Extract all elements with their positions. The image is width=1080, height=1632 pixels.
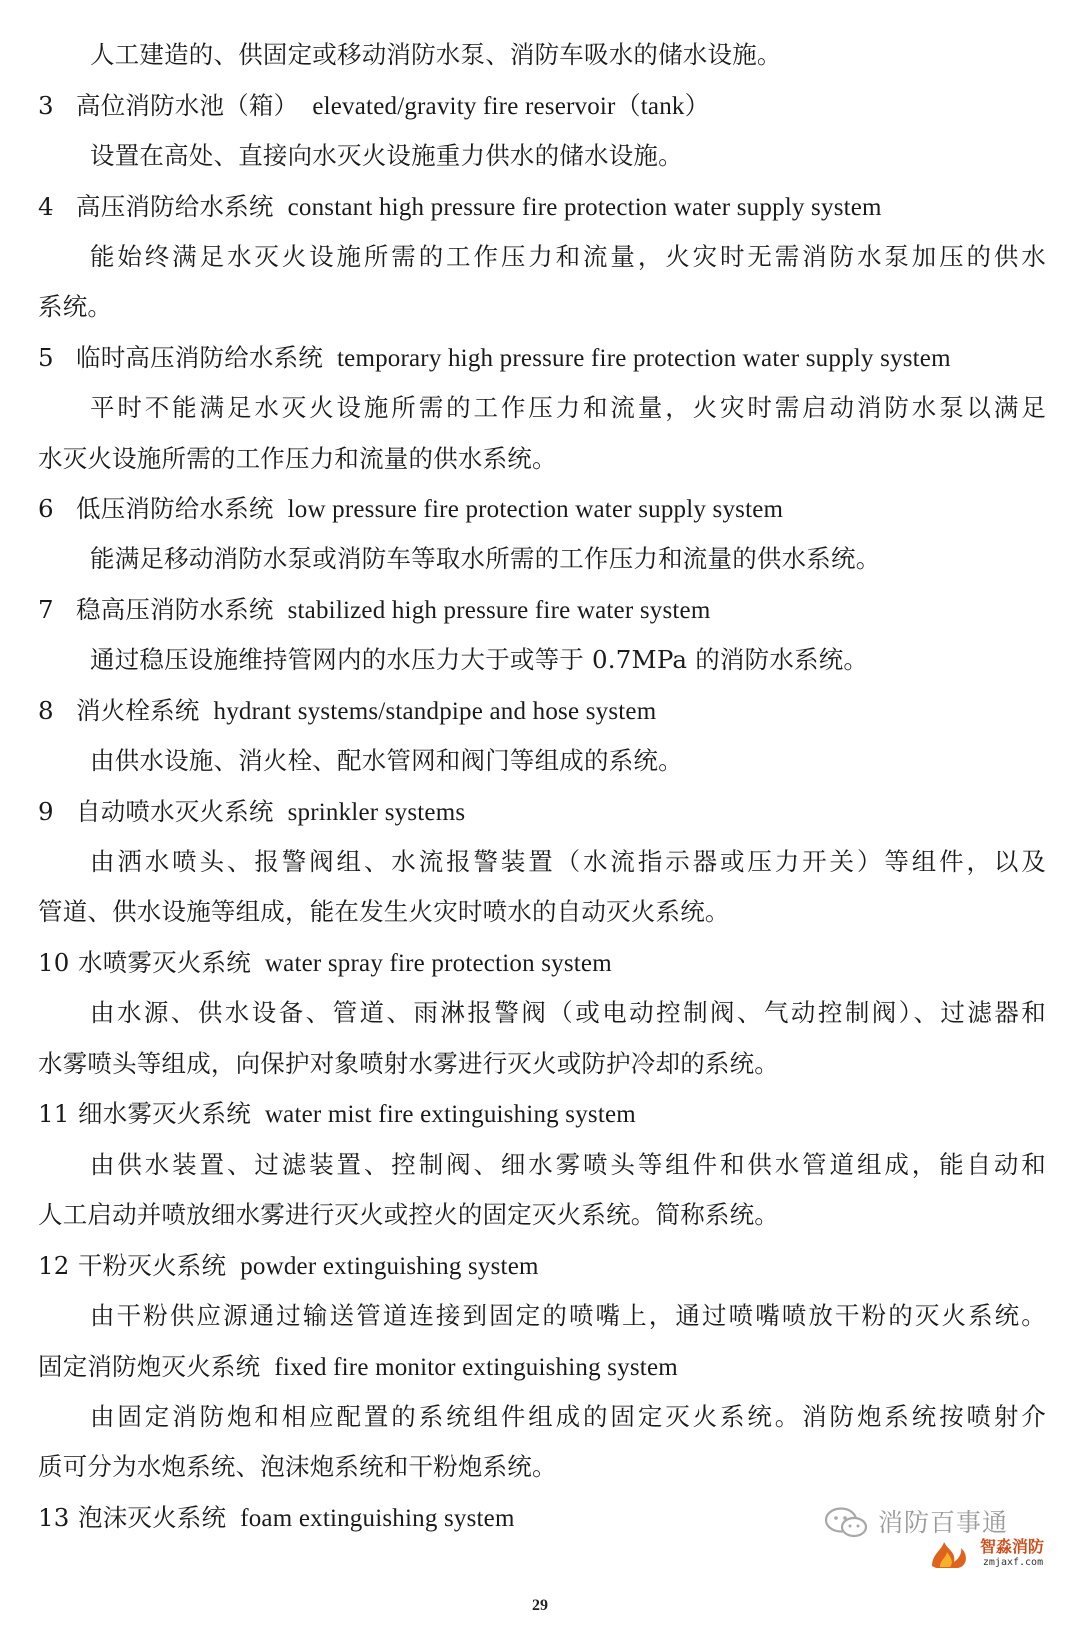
term-heading [38, 946, 1046, 981]
paragraph-line [90, 542, 1046, 576]
line-text: 由供水设施、消火栓、配水管网和阀门等组成的系统。 [90, 746, 683, 775]
paragraph-line [90, 996, 1046, 1030]
term-chinese: 水喷雾灭火系统 [78, 948, 251, 977]
line-text: 能始终满足水灭火设施所需的工作压力和流量，火灾时无需消防水泵加压的供水 [90, 242, 1046, 271]
term-heading [38, 593, 1046, 628]
paragraph-line [38, 1047, 1046, 1081]
paragraph-line [38, 1198, 1046, 1232]
line-text: 能满足移动消防水泵或消防车等取水所需的工作压力和流量的供水系统。 [90, 544, 881, 573]
term-english: constant high pressure fire protection water supply system [287, 194, 882, 221]
term-chinese: 高位消防水池（箱） [76, 91, 299, 120]
line-text: 由水源、供水设备、管道、雨淋报警阀（或电动控制阀、气动控制阀）、过滤器和 [90, 998, 1046, 1027]
term-heading [38, 694, 1046, 729]
term-number: 5 [38, 343, 54, 372]
paragraph-line [90, 1148, 1046, 1182]
term-number: 13 [38, 1503, 70, 1532]
paragraph-line [90, 744, 1046, 778]
term-number: 11 [38, 1099, 70, 1128]
paragraph-line [38, 895, 1046, 929]
line-text: 通过稳压设施维持管网内的水压力大于或等于 0.7MPa 的消防水系统。 [90, 645, 869, 674]
term-chinese: 消火栓系统 [76, 696, 200, 725]
term-english: foam extinguishing system [240, 1505, 515, 1532]
term-number: 9 [38, 797, 54, 826]
term-number: 12 [38, 1251, 70, 1280]
line-text: 由固定消防炮和相应配置的系统组件组成的固定灭火系统。消防炮系统按喷射介 [90, 1402, 1046, 1431]
paragraph-line [90, 38, 1046, 72]
paragraph-line [90, 845, 1046, 879]
term-heading [38, 1097, 1046, 1132]
term-heading [38, 795, 1046, 830]
watermark-url: zmjaxf.com [982, 1557, 1044, 1568]
line-text: 设置在高处、直接向水灭火设施重力供水的储水设施。 [90, 141, 683, 170]
term-english: powder extinguishing system [240, 1253, 539, 1280]
line-text: 人工启动并喷放细水雾进行灭火或控火的固定灭火系统。简称系统。 [38, 1200, 779, 1229]
term-chinese: 固定消防炮灭火系统 [38, 1352, 261, 1381]
term-chinese: 干粉灭火系统 [78, 1251, 227, 1280]
line-text: 由供水装置、过滤装置、控制阀、细水雾喷头等组件和供水管道组成，能自动和 [90, 1150, 1046, 1179]
term-number: 4 [38, 192, 54, 221]
paragraph-line [90, 1299, 1046, 1333]
term-english: water mist fire extinguishing system [264, 1101, 636, 1128]
term-chinese: 稳高压消防水系统 [76, 595, 274, 624]
paragraph-line [38, 1450, 1046, 1484]
term-english: low pressure fire protection water supply system [287, 496, 784, 523]
term-heading [38, 1501, 820, 1536]
term-english: elevated/gravity fire reservoir（tank） [312, 93, 710, 120]
watermark-account-name: 消防百事通 [878, 1508, 1009, 1537]
term-chinese: 高压消防给水系统 [76, 192, 274, 221]
page-number: 29 [532, 1597, 548, 1614]
term-heading [38, 89, 1046, 124]
term-english: hydrant systems/standpipe and hose system [213, 698, 657, 725]
term-number: 7 [38, 595, 54, 624]
flame-logo-icon [928, 1540, 972, 1570]
term-heading [38, 492, 1046, 527]
term-number: 8 [38, 696, 54, 725]
paragraph-line [38, 442, 1046, 476]
term-english: water spray fire protection system [264, 950, 612, 977]
line-text: 人工建造的、供固定或移动消防水泵、消防车吸水的储水设施。 [90, 40, 782, 69]
line-text: 质可分为水炮系统、泡沫炮系统和干粉炮系统。 [38, 1452, 557, 1481]
term-english: temporary high pressure fire protection water supply system [337, 345, 951, 372]
line-text: 由干粉供应源通过输送管道连接到固定的喷嘴上，通过喷嘴喷放干粉的灭火系统。 [90, 1301, 1046, 1330]
term-english: stabilized high pressure fire water system [287, 597, 711, 624]
paragraph-line [90, 139, 1046, 173]
paragraph-line [38, 290, 1046, 324]
paragraph-line [90, 1400, 1046, 1434]
paragraph-line [90, 643, 1046, 677]
term-heading [38, 1249, 1046, 1284]
line-text: 管道、供水设施等组成，能在发生火灾时喷水的自动灭火系统。 [38, 897, 730, 926]
paragraph-line [90, 391, 1046, 425]
line-text: 由洒水喷头、报警阀组、水流报警装置（水流指示器或压力开关）等组件，以及 [90, 847, 1046, 876]
term-chinese: 细水雾灭火系统 [78, 1099, 251, 1128]
term-english: fixed fire monitor extinguishing system [274, 1354, 678, 1381]
term-chinese: 低压消防给水系统 [76, 494, 274, 523]
term-number: 10 [38, 948, 70, 977]
line-text: 平时不能满足水灭火设施所需的工作压力和流量，火灾时需启动消防水泵以满足 [90, 393, 1046, 422]
paragraph-line [90, 240, 1046, 274]
line-text: 水灭火设施所需的工作压力和流量的供水系统。 [38, 444, 557, 473]
line-text: 系统。 [38, 292, 113, 321]
term-number: 3 [38, 91, 54, 120]
term-heading [38, 1350, 1046, 1385]
wechat-icon [822, 1506, 872, 1540]
term-chinese: 自动喷水灭火系统 [76, 797, 274, 826]
term-heading [38, 341, 1046, 376]
watermark-brand: 智淼消防 [979, 1537, 1044, 1556]
term-number: 6 [38, 494, 54, 523]
term-chinese: 泡沫灭火系统 [78, 1503, 227, 1532]
term-chinese: 临时高压消防给水系统 [76, 343, 323, 372]
line-text: 水雾喷头等组成，向保护对象喷射水雾进行灭火或防护冷却的系统。 [38, 1049, 779, 1078]
term-heading [38, 190, 1046, 225]
term-english: sprinkler systems [287, 799, 466, 826]
